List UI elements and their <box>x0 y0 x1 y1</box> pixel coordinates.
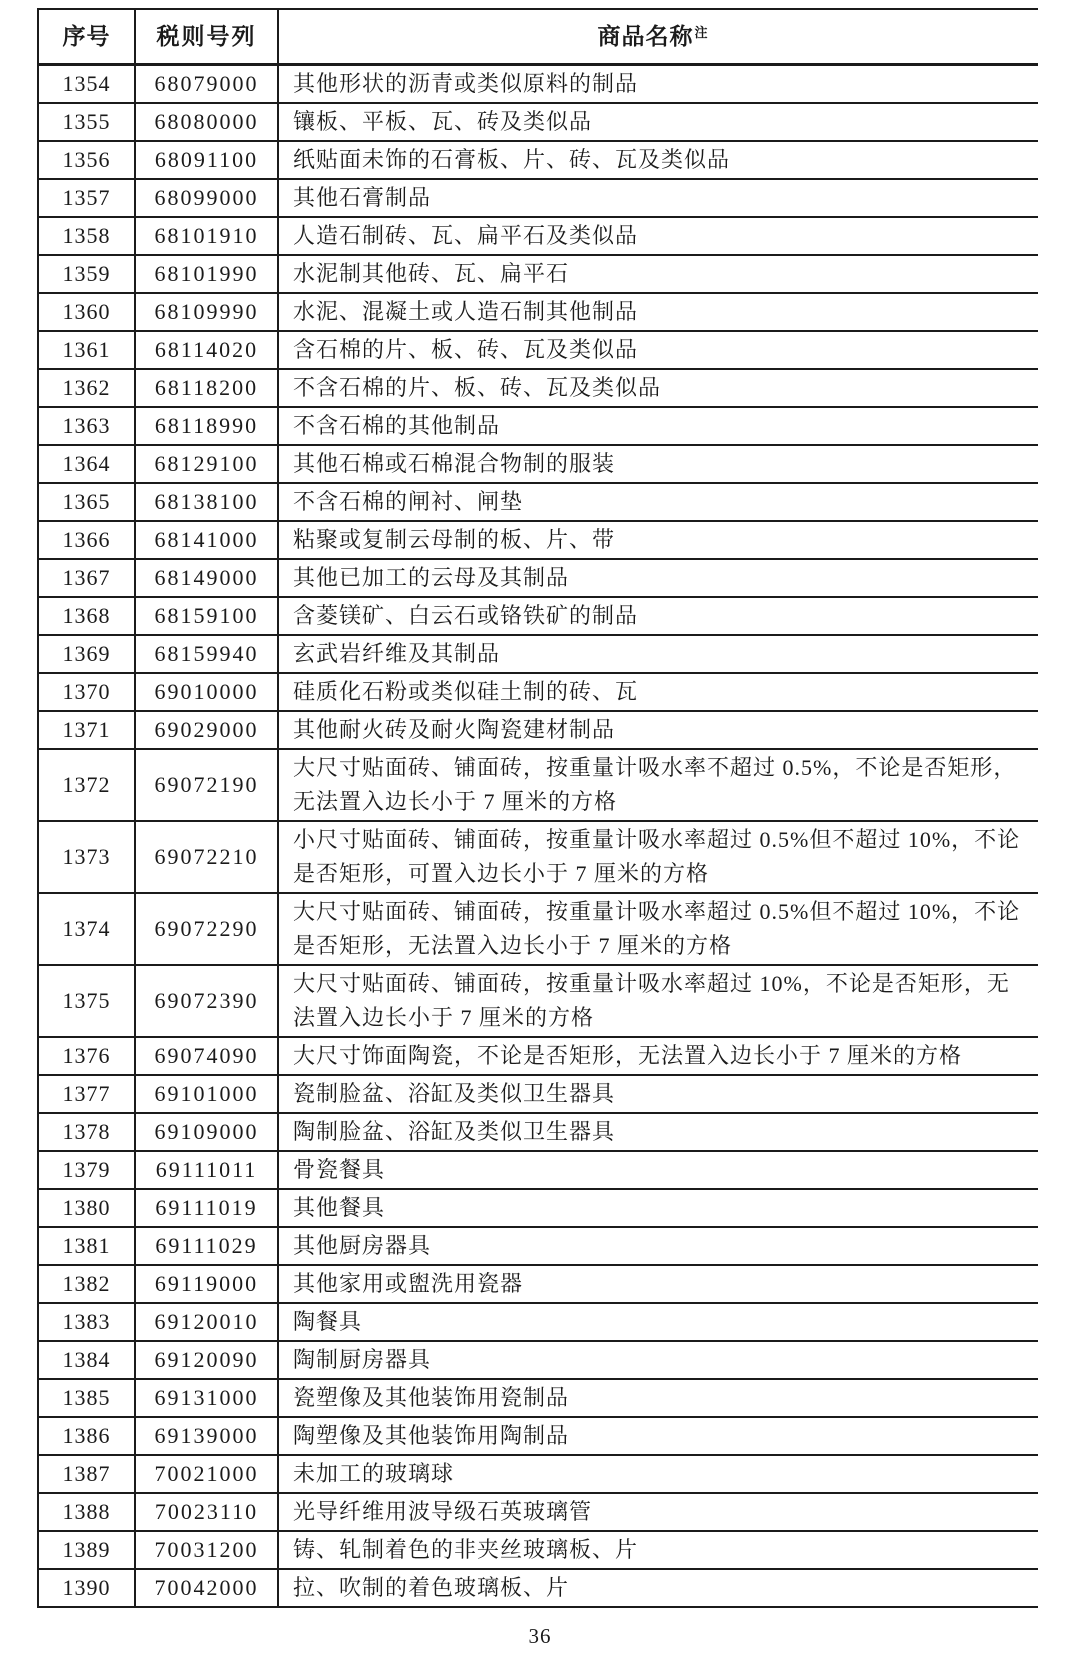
row-code-cell: 68079000 <box>134 66 277 102</box>
row-code-cell: 68118990 <box>134 408 277 444</box>
row-name-cell: 拉、吹制的着色玻璃板、片 <box>277 1570 1038 1606</box>
row-index-cell: 1362 <box>62 375 111 400</box>
row-name-cell: 不含石棉的闸衬、闸垫 <box>277 484 1038 520</box>
row-index-cell: 1357 <box>62 185 111 210</box>
row-name-cell: 骨瓷餐具 <box>277 1152 1038 1188</box>
page-number: 36 <box>528 1624 552 1648</box>
row-name-cell: 纸贴面未饰的石膏板、片、砖、瓦及类似品 <box>277 142 1038 178</box>
table-row <box>39 1456 1038 1494</box>
header-code: 税则号列 <box>134 10 277 63</box>
table-row <box>39 1038 1038 1076</box>
row-index-cell: 1369 <box>62 641 111 666</box>
row-index-cell: 1373 <box>62 844 111 869</box>
table-row <box>39 598 1038 636</box>
row-code-cell: 68159940 <box>134 636 277 672</box>
row-name-cell: 人造石制砖、瓦、扁平石及类似品 <box>277 218 1038 254</box>
table-row <box>39 332 1038 370</box>
row-index-cell: 1363 <box>62 413 111 438</box>
row-name-cell: 大尺寸贴面砖、铺面砖，按重量计吸水率超过 10%，不论是否矩形，无法置入边长小于 7 厘米的方格 <box>277 966 1038 1036</box>
row-index-cell: 1378 <box>62 1119 111 1144</box>
tariff-table <box>37 8 1038 1608</box>
row-index-cell: 1383 <box>62 1309 111 1334</box>
table-row <box>39 180 1038 218</box>
row-index-cell: 1365 <box>62 489 111 514</box>
row-index-cell: 1358 <box>62 223 111 248</box>
row-name-cell: 含菱镁矿、白云石或铬铁矿的制品 <box>277 598 1038 634</box>
row-name-cell: 其他家用或盥洗用瓷器 <box>277 1266 1038 1302</box>
table-row <box>39 966 1038 1038</box>
row-name-cell: 水泥、混凝土或人造石制其他制品 <box>277 294 1038 330</box>
row-name-cell: 玄武岩纤维及其制品 <box>277 636 1038 672</box>
row-name-cell: 光导纤维用波导级石英玻璃管 <box>277 1494 1038 1530</box>
row-code-cell: 68101910 <box>134 218 277 254</box>
row-code-cell: 69111029 <box>134 1228 277 1264</box>
table-row <box>39 484 1038 522</box>
row-name-cell: 其他餐具 <box>277 1190 1038 1226</box>
row-name-cell: 不含石棉的片、板、砖、瓦及类似品 <box>277 370 1038 406</box>
row-index-cell: 1388 <box>62 1499 111 1524</box>
row-name-cell: 粘聚或复制云母制的板、片、带 <box>277 522 1038 558</box>
row-name-cell: 不含石棉的其他制品 <box>277 408 1038 444</box>
row-code-cell: 70021000 <box>134 1456 277 1492</box>
row-code-cell: 69139000 <box>134 1418 277 1454</box>
row-code-cell: 69072190 <box>134 750 277 820</box>
row-index-cell: 1375 <box>62 988 111 1013</box>
row-code-cell: 69010000 <box>134 674 277 710</box>
row-name-cell: 未加工的玻璃球 <box>277 1456 1038 1492</box>
row-index-cell: 1359 <box>62 261 111 286</box>
row-name-cell: 水泥制其他砖、瓦、扁平石 <box>277 256 1038 292</box>
table-row <box>39 1076 1038 1114</box>
row-index-cell: 1370 <box>62 679 111 704</box>
table-row <box>39 1418 1038 1456</box>
row-code-cell: 69111011 <box>134 1152 277 1188</box>
row-code-cell: 68118200 <box>134 370 277 406</box>
row-code-cell: 68091100 <box>134 142 277 178</box>
row-index-cell: 1368 <box>62 603 111 628</box>
row-code-cell: 68138100 <box>134 484 277 520</box>
header-name <box>277 10 1038 63</box>
row-index-cell: 1366 <box>62 527 111 552</box>
row-name-cell: 镶板、平板、瓦、砖及类似品 <box>277 104 1038 140</box>
table-row <box>39 294 1038 332</box>
table-row <box>39 104 1038 142</box>
row-name-cell: 陶制厨房器具 <box>277 1342 1038 1378</box>
row-code-cell: 69072290 <box>134 894 277 964</box>
row-code-cell: 68101990 <box>134 256 277 292</box>
row-code-cell: 70042000 <box>134 1570 277 1606</box>
row-code-cell: 69120090 <box>134 1342 277 1378</box>
row-index-cell: 1364 <box>62 451 111 476</box>
row-code-cell: 69074090 <box>134 1038 277 1074</box>
table-row <box>39 218 1038 256</box>
table-row <box>39 1152 1038 1190</box>
row-code-cell: 69120010 <box>134 1304 277 1340</box>
row-name-cell: 小尺寸贴面砖、铺面砖，按重量计吸水率超过 0.5%但不超过 10%，不论是否矩形，可置入边长小于 7 厘米的方格 <box>277 822 1038 892</box>
table-row <box>39 66 1038 104</box>
row-index-cell: 1372 <box>62 772 111 797</box>
row-index-cell: 1384 <box>62 1347 111 1372</box>
row-name-cell: 陶塑像及其他装饰用陶制品 <box>277 1418 1038 1454</box>
table-row <box>39 1342 1038 1380</box>
row-index-cell: 1382 <box>62 1271 111 1296</box>
table-row <box>39 674 1038 712</box>
table-row <box>39 894 1038 966</box>
table-row <box>39 1304 1038 1342</box>
row-code-cell: 70031200 <box>134 1532 277 1568</box>
row-index-cell: 1355 <box>62 109 111 134</box>
row-code-cell: 69029000 <box>134 712 277 748</box>
row-code-cell: 70023110 <box>134 1494 277 1530</box>
row-index-cell: 1377 <box>62 1081 111 1106</box>
row-code-cell: 68099000 <box>134 180 277 216</box>
row-name-cell: 其他形状的沥青或类似原料的制品 <box>277 66 1038 102</box>
row-index-cell: 1376 <box>62 1043 111 1068</box>
row-code-cell: 68141000 <box>134 522 277 558</box>
table-row <box>39 822 1038 894</box>
row-code-cell: 68129100 <box>134 446 277 482</box>
row-name-cell: 其他石膏制品 <box>277 180 1038 216</box>
table-row <box>39 1114 1038 1152</box>
row-name-cell: 陶餐具 <box>277 1304 1038 1340</box>
row-name-cell: 大尺寸贴面砖、铺面砖，按重量计吸水率超过 0.5%但不超过 10%，不论是否矩形，无法置入边长小于 7 厘米的方格 <box>277 894 1038 964</box>
row-name-cell: 瓷塑像及其他装饰用瓷制品 <box>277 1380 1038 1416</box>
row-name-cell: 其他厨房器具 <box>277 1228 1038 1264</box>
row-index-cell: 1360 <box>62 299 111 324</box>
row-code-cell: 69111019 <box>134 1190 277 1226</box>
table-row <box>39 1266 1038 1304</box>
row-index-cell: 1379 <box>62 1157 111 1182</box>
row-code-cell: 68149000 <box>134 560 277 596</box>
row-index-cell: 1389 <box>62 1537 111 1562</box>
table-header-row <box>39 10 1038 66</box>
row-code-cell: 68080000 <box>134 104 277 140</box>
row-name-cell: 其他已加工的云母及其制品 <box>277 560 1038 596</box>
row-code-cell: 69072210 <box>134 822 277 892</box>
table-row <box>39 1494 1038 1532</box>
table-row <box>39 408 1038 446</box>
table-row <box>39 712 1038 750</box>
row-name-cell: 铸、轧制着色的非夹丝玻璃板、片 <box>277 1532 1038 1568</box>
row-code-cell: 69101000 <box>134 1076 277 1112</box>
row-index-cell: 1374 <box>62 916 111 941</box>
row-index-cell: 1381 <box>62 1233 111 1258</box>
row-code-cell: 69119000 <box>134 1266 277 1302</box>
row-code-cell: 69109000 <box>134 1114 277 1150</box>
table-row <box>39 446 1038 484</box>
table-row <box>39 142 1038 180</box>
header-name-note-superscript: 注 <box>694 25 708 40</box>
row-name-cell: 陶制脸盆、浴缸及类似卫生器具 <box>277 1114 1038 1150</box>
row-name-cell: 含石棉的片、板、砖、瓦及类似品 <box>277 332 1038 368</box>
table-row <box>39 522 1038 560</box>
header-name-text: 商品名称 <box>597 23 694 49</box>
row-code-cell: 68159100 <box>134 598 277 634</box>
table-row <box>39 750 1038 822</box>
row-index-cell: 1380 <box>62 1195 111 1220</box>
row-name-cell: 硅质化石粉或类似硅土制的砖、瓦 <box>277 674 1038 710</box>
row-index-cell: 1371 <box>62 717 111 742</box>
table-body <box>39 66 1038 1608</box>
row-code-cell: 68114020 <box>134 332 277 368</box>
row-code-cell: 69072390 <box>134 966 277 1036</box>
table-row <box>39 1570 1038 1608</box>
header-index: 序号 <box>62 23 111 49</box>
table-row <box>39 1380 1038 1418</box>
table-row <box>39 1532 1038 1570</box>
table-row <box>39 1190 1038 1228</box>
row-index-cell: 1387 <box>62 1461 111 1486</box>
row-code-cell: 68109990 <box>134 294 277 330</box>
row-index-cell: 1361 <box>62 337 111 362</box>
table-row <box>39 256 1038 294</box>
row-name-cell: 大尺寸饰面陶瓷，不论是否矩形，无法置入边长小于 7 厘米的方格 <box>277 1038 1038 1074</box>
row-name-cell: 瓷制脸盆、浴缸及类似卫生器具 <box>277 1076 1038 1112</box>
row-index-cell: 1354 <box>62 71 111 96</box>
table-row <box>39 370 1038 408</box>
row-name-cell: 其他耐火砖及耐火陶瓷建材制品 <box>277 712 1038 748</box>
row-name-cell: 其他石棉或石棉混合物制的服装 <box>277 446 1038 482</box>
row-name-cell: 大尺寸贴面砖、铺面砖，按重量计吸水率不超过 0.5%，不论是否矩形，无法置入边长小于 7 厘米的方格 <box>277 750 1038 820</box>
table-row <box>39 1228 1038 1266</box>
row-index-cell: 1390 <box>62 1575 111 1600</box>
row-code-cell: 69131000 <box>134 1380 277 1416</box>
row-index-cell: 1356 <box>62 147 111 172</box>
row-index-cell: 1385 <box>62 1385 111 1410</box>
table-row <box>39 636 1038 674</box>
row-index-cell: 1367 <box>62 565 111 590</box>
row-index-cell: 1386 <box>62 1423 111 1448</box>
table-row <box>39 560 1038 598</box>
